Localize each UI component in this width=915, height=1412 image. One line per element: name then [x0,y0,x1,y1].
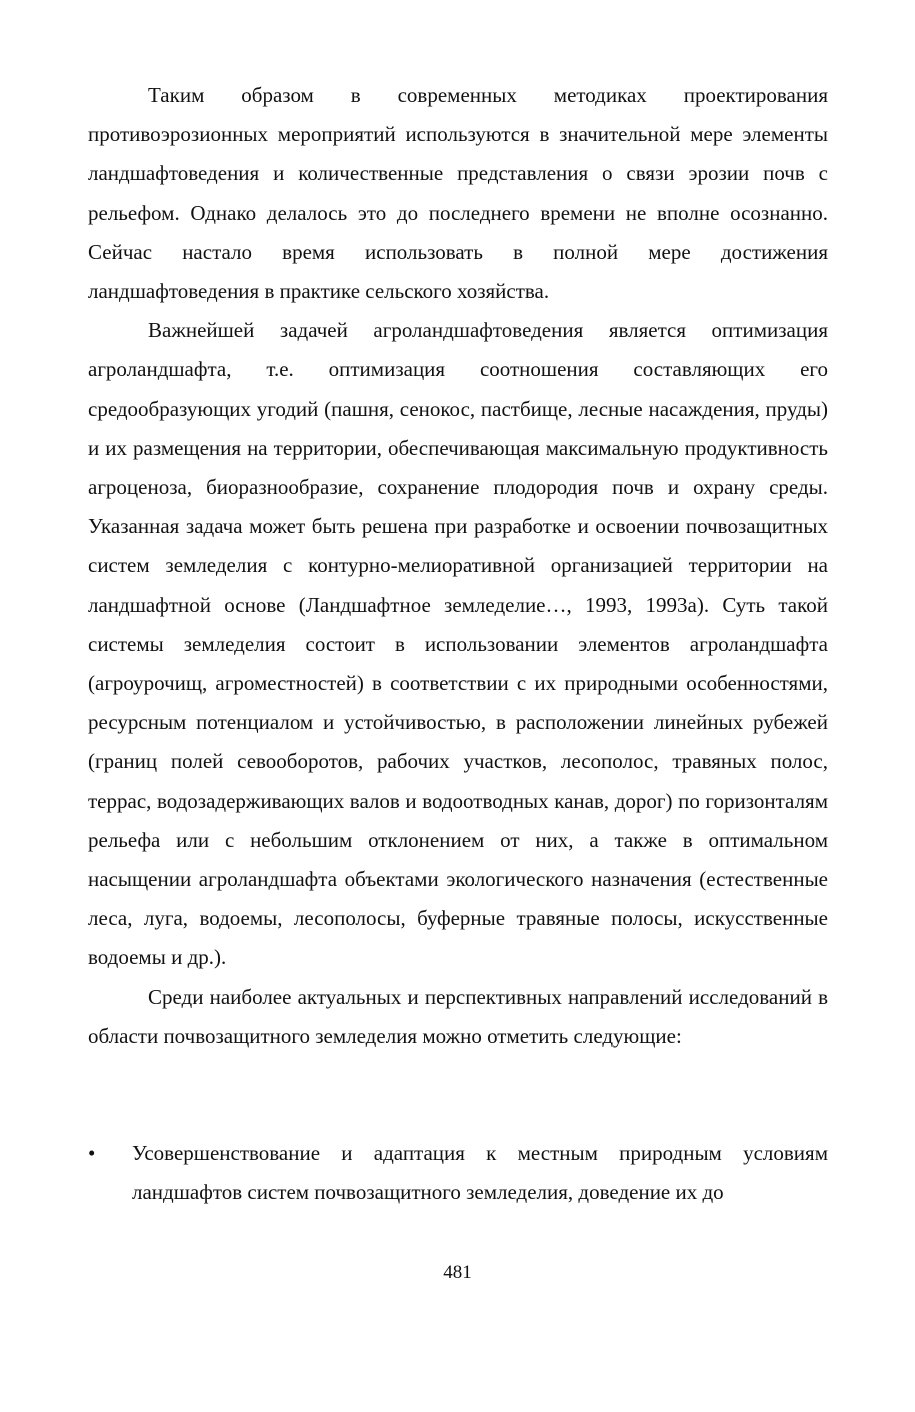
bullet-list [88,1134,828,1212]
bullet-text: Усовершенствование и адаптация к местным природным условиям ландшафтов систем почвозащитного земледелия, доведение их до [132,1141,828,1205]
page-number: 481 [443,1262,472,1283]
paragraph-1: Таким образом в современных методиках проектирования противоэрозионных мероприятий используются в значительной мере элементы ландшафтоведения и количественные представления о связи эрозии почв с рельефом. Однако делалось это до последнего времени не вполне осознанно. Сейчас настало время использовать в полной мере достижения ландшафтоведения в практике сельского хозяйства. [88,83,828,304]
paragraph-3: Среди наиболее актуальных и перспективных направлений исследований в области почвозащитного земледелия можно отметить следующие: [88,984,828,1048]
paragraph-2: Важнейшей задачей агроландшафтоведения является оптимизация агроландшафта, т.е. оптимизация соотношения составляющих его средообразующих угодий (пашня, сенокос, пастбище, лесные насаждения, пруды) и их размещения на территории, обеспечивающая максимальную продуктивность агроценоза, биоразнообразие, сохранение плодородия почв и охрану среды. Указанная задача может быть решена при разработке и освоении почвозащитных систем земледелия с контурно-мелиоративной организацией территории на ландшафтной основе (Ландшафтное земледелие…, 1993, 1993а). Суть такой системы земледелия состоит в использовании элементов агроландшафта (агроурочищ, агроместностей) в соответствии с их природными особенностями, ресурсным потенциалом и устойчивостью, в расположении линейных рубежей (границ полей севооборотов, рабочих участков, лесополос, травяных полос, террас, водозадерживающих валов и водоотводных канав, дорог) по горизонталям рельефа или с небольшим отклонением от них, а также в оптимальном насыщении агроландшафта объектами экологического назначения (естественные леса, луга, водоемы, лесополосы, буферные травяные полосы, искусственные водоемы и др.). [88,318,828,970]
bullet-item-1 [88,1134,828,1212]
body-text [88,76,828,1056]
bullet-marker: • [88,1141,96,1165]
